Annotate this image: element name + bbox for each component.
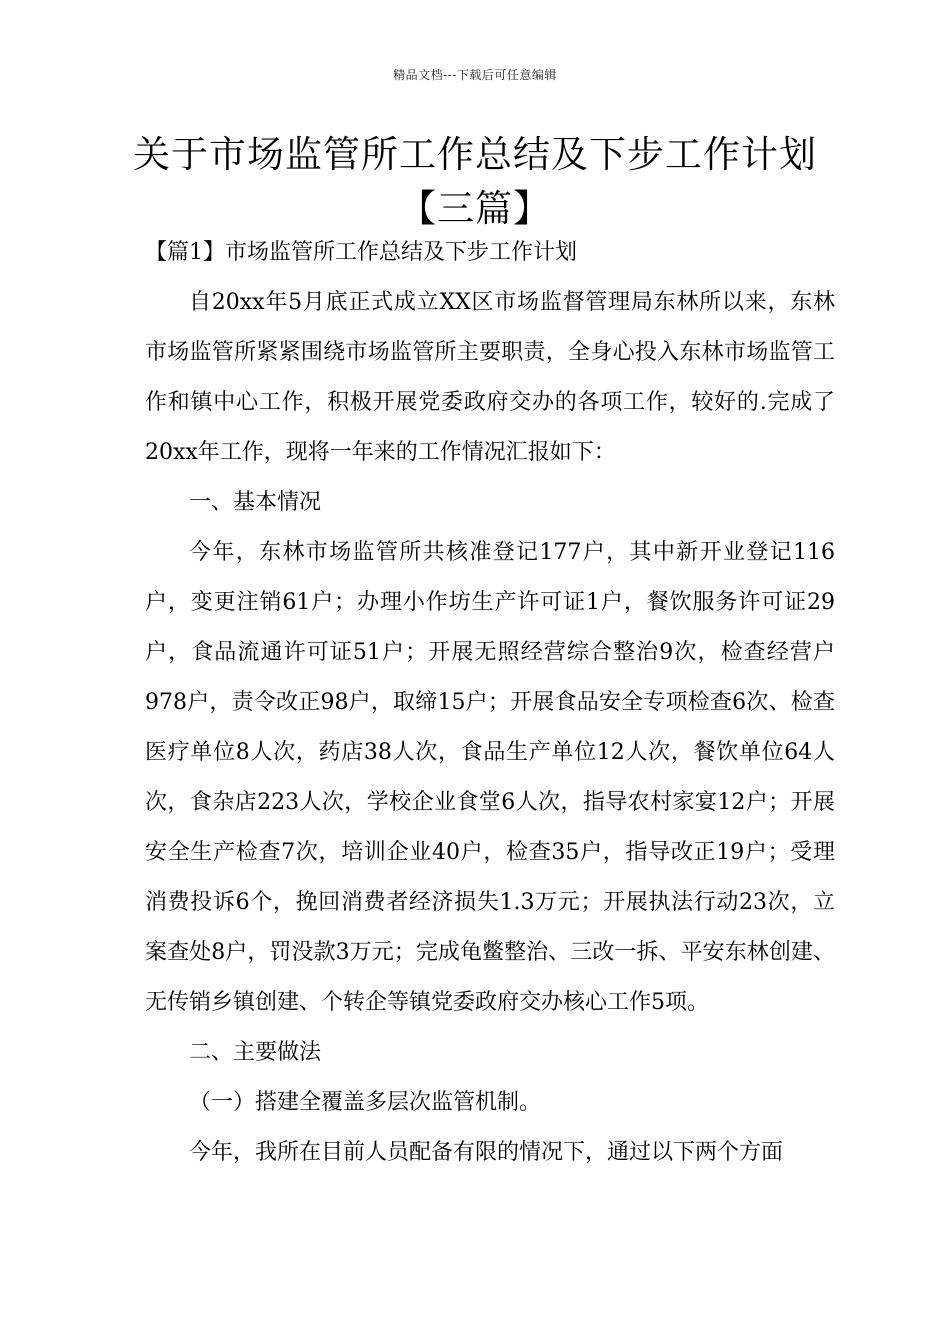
section-subtitle: 【篇1】市场监管所工作总结及下步工作计划 bbox=[145, 240, 577, 265]
section-heading-basic: 一、基本情况 bbox=[189, 490, 322, 515]
paragraph-methods: 今年，我所在目前人员配备有限的情况下，通过以下两个方面 bbox=[189, 1140, 784, 1165]
header-note: 精品文档---下载后可任意编辑 bbox=[393, 68, 557, 82]
section-heading-methods: 二、主要做法 bbox=[189, 1040, 322, 1065]
document-body bbox=[145, 278, 835, 1178]
paragraph-basic-situation: 今年，东林市场监管所共核准登记177户，其中新开业登记116户，变更注销61户；办理小作坊生产许可证1户，餐饮服务许可证29户，食品流通许可证51户；开展无照经营综合整治9次，检查经营户978户，责令改正98户，取缔15户；开展食品安全专项检查6次、检查医疗单位8人次，药店38人次，食品生产单位12人次，餐饮单位64人次，食杂店223人次，学校企业食堂6人次，指导农村家宴12户；开展安全生产检查7次，培训企业40户，检查35户，指导改正19户；受理消费投诉6个，挽回消费者经济损失1.3万元；开展执法行动23次，立案查处8户，罚没款3万元；完成龟鳖整治、三改一拆、平安东林创建、无传销乡镇创建、个转企等镇党委政府交办核心工作5项。 bbox=[145, 540, 835, 1015]
paragraph-intro: 自20xx年5月底正式成立XX区市场监督管理局东林所以来，东林市场监管所紧紧围绕市场监管所主要职责，全身心投入东林市场监管工作和镇中心工作，积极开展党委政府交办的各项工作，较好的.完成了20xx年工作，现将一年来的工作情况汇报如下： bbox=[145, 290, 835, 465]
subsection-heading: （一）搭建全覆盖多层次监管机制。 bbox=[189, 1090, 542, 1115]
document-title: 关于市场监管所工作总结及下步工作计划【三篇】 bbox=[133, 133, 817, 230]
